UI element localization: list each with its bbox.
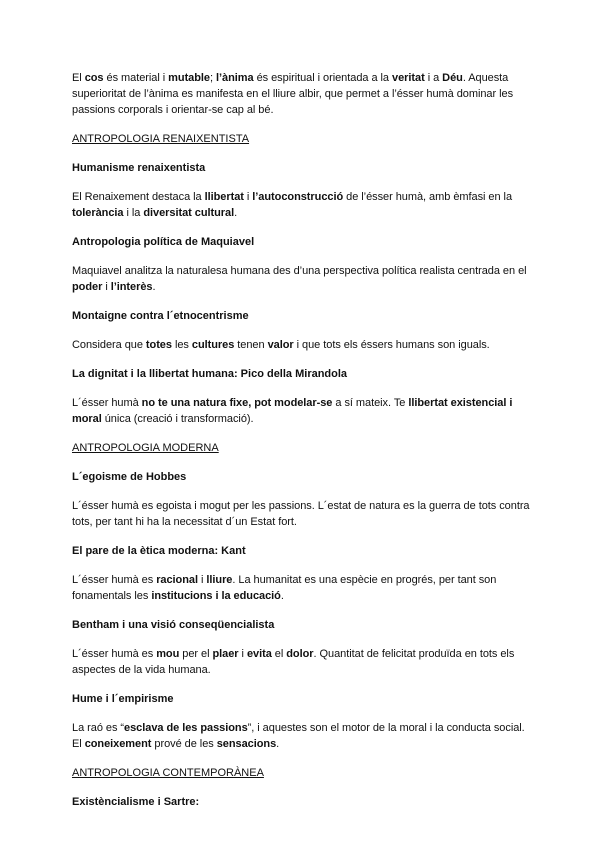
text-run: .: [280, 590, 284, 602]
text-run: .: [152, 281, 156, 293]
text-run: el: [271, 648, 287, 660]
text-run: i la: [123, 207, 144, 219]
text-run: per el: [179, 648, 213, 660]
bold-text: sensacions: [216, 738, 277, 750]
text-run: ANTROPOLOGIA RENAIXENTISTA: [72, 133, 250, 145]
bold-text: totes: [145, 339, 172, 351]
heading-sartre: [72, 794, 530, 810]
section-antropologia-contemporania: [72, 765, 530, 781]
text-run: La dignitat i la llibertat humana: Pico della Mirandola: [72, 368, 348, 380]
text-run: Antropologia política de Maquiavel: [72, 236, 255, 248]
text-run: i: [102, 281, 111, 293]
paragraph-bentham: [72, 646, 530, 678]
text-run: L´egoisme de Hobbes: [72, 471, 187, 483]
bold-text: veritat: [392, 72, 425, 84]
text-run: El: [72, 72, 85, 84]
bold-text: dolor: [286, 648, 314, 660]
bold-text: plaer: [212, 648, 239, 660]
text-run: tenen: [234, 339, 268, 351]
heading-humanisme-renaixentista: [72, 160, 530, 176]
section-antropologia-moderna: [72, 440, 530, 456]
paragraph-hobbes: [72, 498, 530, 530]
heading-hume: [72, 691, 530, 707]
text-run: L´ésser humà es: [72, 648, 157, 660]
heading-bentham: [72, 617, 530, 633]
text-run: i a: [424, 72, 443, 84]
text-run: .: [234, 207, 238, 219]
paragraph-pico: [72, 395, 530, 427]
text-run: única (creació i transformació).: [101, 413, 254, 425]
section-antropologia-renaixentista: [72, 131, 530, 147]
text-run: a sí mateix. Te: [332, 397, 409, 409]
text-run: Existèncialisme i Sartre:: [72, 796, 200, 808]
bold-text: mou: [156, 648, 180, 660]
heading-pico: [72, 366, 530, 382]
bold-text: institucions i la educació: [151, 590, 281, 602]
bold-text: esclava de les passions: [124, 722, 248, 734]
intro-paragraph: [72, 70, 530, 118]
text-run: . La humanitat es una espècie en progrés, per tant son fonamentals les: [72, 574, 497, 602]
paragraph-humanisme: [72, 189, 530, 221]
text-run: La raó es “: [72, 722, 125, 734]
bold-text: tolerància: [72, 207, 124, 219]
text-run: Humanisme renaixentista: [72, 162, 206, 174]
text-run: . Aquesta superioritat de l’ànima es manifesta en el lliure albir, que permet a l’ésser humà dominar les passions corporals i orientar-se cap al bé.: [72, 72, 514, 116]
text-run: és material i: [103, 72, 169, 84]
text-run: de l’ésser humà, amb èmfasi en la: [343, 191, 513, 203]
text-run: i: [238, 648, 247, 660]
bold-text: llibertat existencial i moral: [72, 397, 513, 425]
bold-text: diversitat cultural: [143, 207, 235, 219]
bold-text: racional: [156, 574, 198, 586]
bold-text: cultures: [191, 339, 235, 351]
heading-montaigne: [72, 308, 530, 324]
text-run: és espiritual i orientada a la: [253, 72, 393, 84]
text-run: i: [197, 574, 207, 586]
text-run: les: [171, 339, 192, 351]
text-run: El Renaixement destaca la: [72, 191, 205, 203]
text-run: ANTROPOLOGIA CONTEMPORÀNEA: [72, 767, 264, 779]
text-run: Bentham i una visió conseqüencialista: [72, 619, 275, 631]
text-run: Hume i l´empirisme: [72, 693, 174, 705]
text-run: ANTROPOLOGIA MODERNA: [72, 442, 219, 454]
text-run: i que tots els éssers humans son iguals.: [293, 339, 490, 351]
paragraph-montaigne: [72, 337, 530, 353]
paragraph-maquiavel: [72, 263, 530, 295]
text-run: Maquiavel analitza la naturalesa humana des d’una perspectiva política realista centrada en el: [72, 265, 527, 277]
bold-text: l’autoconstrucció: [252, 191, 344, 203]
bold-text: mutable: [168, 72, 210, 84]
bold-text: no te una natura fixe, pot modelar-se: [141, 397, 333, 409]
bold-text: poder: [72, 281, 103, 293]
text-run: . Quantitat de felicitat produïda en tots els aspectes de la vida humana.: [72, 648, 515, 676]
heading-kant: [72, 543, 530, 559]
paragraph-kant: [72, 572, 530, 604]
text-run: Montaigne contra l´etnocentrisme: [72, 310, 249, 322]
bold-text: valor: [267, 339, 294, 351]
bold-text: coneixement: [84, 738, 152, 750]
heading-hobbes: [72, 469, 530, 485]
bold-text: l’ànima: [216, 72, 254, 84]
heading-maquiavel: [72, 234, 530, 250]
text-run: L´ésser humà: [72, 397, 142, 409]
document-body: [72, 70, 530, 810]
bold-text: evita: [246, 648, 272, 660]
text-run: prové de les: [151, 738, 217, 750]
text-run: L´ésser humà es egoista i mogut per les passions. L´estat de natura es la guerra de tots contra tots, per tant hi ha la necessitat d´un Estat fort.: [72, 500, 530, 528]
text-run: ”, i aquestes son el motor de la moral i la conducta social. El: [72, 722, 525, 750]
text-run: L´ésser humà es: [72, 574, 157, 586]
text-run: Considera que: [72, 339, 146, 351]
bold-text: l’interès: [110, 281, 153, 293]
text-run: El pare de la ètica moderna: Kant: [72, 545, 246, 557]
bold-text: lliure: [206, 574, 233, 586]
bold-text: llibertat: [204, 191, 244, 203]
text-run: i: [243, 191, 253, 203]
text-run: ;: [210, 72, 217, 84]
bold-text: cos: [84, 72, 104, 84]
bold-text: Déu: [442, 72, 463, 84]
text-run: .: [276, 738, 280, 750]
paragraph-hume: [72, 720, 530, 752]
